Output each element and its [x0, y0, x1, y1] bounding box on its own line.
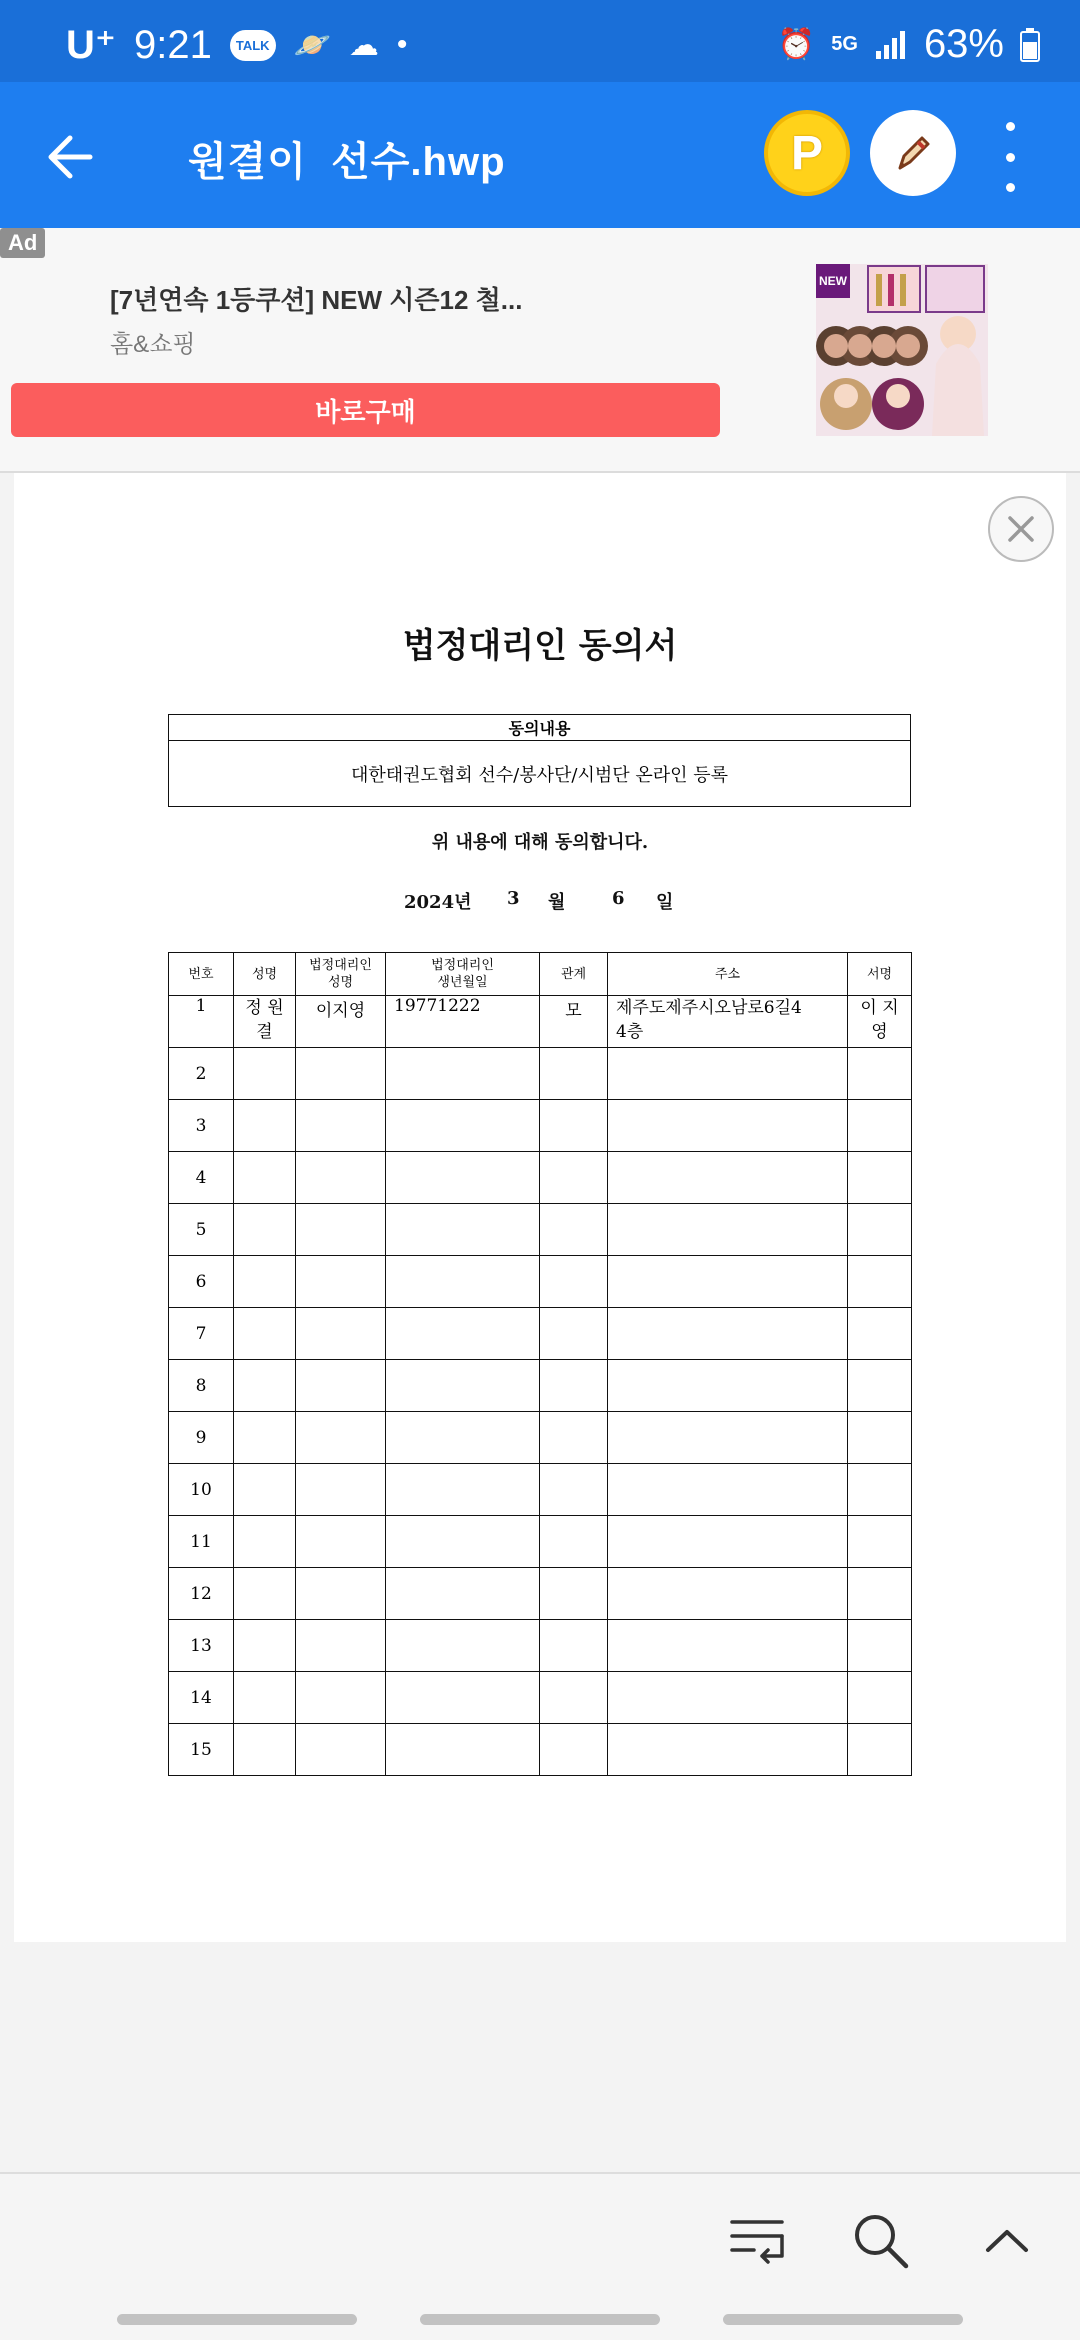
cell-rep-birth	[386, 1464, 540, 1516]
cell-rep-name	[296, 1672, 386, 1724]
cell-name	[234, 1672, 296, 1724]
cell-rep-name	[296, 1568, 386, 1620]
cell-rep-name	[296, 1516, 386, 1568]
more-button[interactable]	[990, 122, 1030, 192]
cell-rep-name	[296, 1360, 386, 1412]
cell-signature	[848, 1256, 912, 1308]
nav-pill[interactable]	[420, 2314, 660, 2325]
cell-no: 3	[169, 1100, 234, 1152]
cell-rep-birth	[386, 1412, 540, 1464]
cell-signature	[848, 1048, 912, 1100]
table-row	[169, 1308, 912, 1360]
search-icon	[850, 2210, 912, 2272]
consent-form-title: 법정대리인 동의서	[402, 626, 678, 666]
bottom-toolbar	[0, 2172, 1080, 2304]
table-row	[169, 1672, 912, 1724]
cell-no: 6	[169, 1256, 234, 1308]
cell-no: 4	[169, 1152, 234, 1204]
cell-name	[234, 1620, 296, 1672]
cell-address	[608, 1516, 848, 1568]
header-rep-name: 법정대리인 성명	[296, 953, 386, 996]
cell-relation	[540, 1672, 608, 1724]
cell-address	[608, 1204, 848, 1256]
cell-rep-name	[296, 1204, 386, 1256]
cell-no: 1	[169, 996, 234, 1048]
cell-address	[608, 1100, 848, 1152]
cell-name	[234, 1152, 296, 1204]
text-wrap-icon	[726, 2210, 788, 2272]
cell-rep-name	[296, 1412, 386, 1464]
cell-address	[608, 1672, 848, 1724]
points-icon: P	[790, 126, 823, 180]
header-name: 성명	[234, 953, 296, 996]
cell-rep-name	[296, 1308, 386, 1360]
close-icon	[1004, 512, 1038, 546]
cell-rep-birth	[386, 1360, 540, 1412]
table-row	[169, 996, 912, 1048]
text-wrap-button[interactable]	[726, 2210, 788, 2272]
cell-relation	[540, 1360, 608, 1412]
date-year: 2024년	[404, 892, 472, 913]
table-row	[169, 1412, 912, 1464]
cell-rep-birth	[386, 1308, 540, 1360]
clock: 9:21	[134, 22, 212, 67]
table-row	[169, 1204, 912, 1256]
header-rep-birth: 법정대리인 생년월일	[386, 953, 540, 996]
cell-relation	[540, 1568, 608, 1620]
cell-rep-name	[296, 1464, 386, 1516]
table-row	[169, 1724, 912, 1776]
cell-name: 정 원 결	[234, 996, 296, 1048]
table-row	[169, 1048, 912, 1100]
cell-name	[234, 1516, 296, 1568]
close-button[interactable]	[988, 496, 1054, 562]
new-badge: NEW	[816, 264, 850, 298]
cell-rep-birth	[386, 1724, 540, 1776]
cell-signature	[848, 1724, 912, 1776]
battery-icon	[1020, 28, 1040, 62]
nav-pill[interactable]	[117, 2314, 357, 2325]
cell-relation	[540, 1048, 608, 1100]
cell-signature	[848, 1204, 912, 1256]
consent-header: 동의내용	[169, 715, 911, 741]
cell-rep-name	[296, 1100, 386, 1152]
date-day: 6	[612, 888, 625, 909]
edit-button[interactable]	[870, 110, 956, 196]
cell-name	[234, 1360, 296, 1412]
consent-content-table	[168, 714, 911, 807]
cell-address	[608, 1568, 848, 1620]
dot-icon: •	[396, 28, 408, 61]
kakaotalk-icon: TALK	[230, 30, 276, 61]
planet-icon: 🪐	[293, 28, 331, 62]
cell-name	[234, 1412, 296, 1464]
table-row	[169, 1464, 912, 1516]
ad-image[interactable]	[816, 264, 988, 436]
cell-no: 13	[169, 1620, 234, 1672]
chevron-up-icon	[976, 2210, 1038, 2272]
consent-body: 대한태권도협회 선수/봉사단/시범단 온라인 등록	[169, 741, 911, 807]
cell-rep-name	[296, 1256, 386, 1308]
cell-rep-birth	[386, 1568, 540, 1620]
cell-address	[608, 1152, 848, 1204]
alarm-icon: ⏰	[777, 28, 816, 61]
cell-rep-birth	[386, 1672, 540, 1724]
table-row	[169, 1100, 912, 1152]
cell-no: 11	[169, 1516, 234, 1568]
cloud-icon: ☁	[348, 28, 379, 62]
cell-address	[608, 1360, 848, 1412]
cell-rep-name	[296, 1152, 386, 1204]
table-header-row	[169, 953, 912, 996]
nav-pill[interactable]	[723, 2314, 963, 2325]
cell-name	[234, 1568, 296, 1620]
cell-signature	[848, 1620, 912, 1672]
cell-signature	[848, 1464, 912, 1516]
cell-address	[608, 1412, 848, 1464]
table-row	[169, 1152, 912, 1204]
cell-address	[608, 1724, 848, 1776]
cell-no: 8	[169, 1360, 234, 1412]
table-row	[169, 1568, 912, 1620]
status-bar	[0, 0, 1080, 82]
network-icon: 5G	[831, 33, 858, 55]
cell-address	[608, 1308, 848, 1360]
cell-name	[234, 1204, 296, 1256]
cell-signature	[848, 1100, 912, 1152]
cell-signature: 이 지 영	[848, 996, 912, 1048]
cell-name	[234, 1100, 296, 1152]
points-button[interactable]	[764, 110, 850, 196]
cell-name	[234, 1308, 296, 1360]
cell-signature	[848, 1672, 912, 1724]
cell-signature	[848, 1412, 912, 1464]
cell-rep-birth	[386, 1152, 540, 1204]
ad-banner[interactable]	[0, 228, 1080, 472]
cell-relation: 모	[540, 996, 608, 1048]
cell-relation	[540, 1308, 608, 1360]
agree-statement: 위 내용에 대해 동의합니다.	[431, 832, 649, 853]
cell-no: 15	[169, 1724, 234, 1776]
table-row	[169, 1516, 912, 1568]
cell-relation	[540, 1620, 608, 1672]
cell-rep-birth	[386, 1100, 540, 1152]
more-dot	[1006, 153, 1015, 162]
cell-relation	[540, 1204, 608, 1256]
pencil-icon	[888, 128, 938, 178]
cell-rep-birth	[386, 1256, 540, 1308]
cell-relation	[540, 1100, 608, 1152]
table-row	[169, 1620, 912, 1672]
cell-no: 7	[169, 1308, 234, 1360]
cell-signature	[848, 1360, 912, 1412]
cell-relation	[540, 1516, 608, 1568]
header-relation: 관계	[540, 953, 608, 996]
ad-subtitle: 홈&쇼핑	[110, 331, 196, 358]
cell-relation	[540, 1152, 608, 1204]
cell-no: 14	[169, 1672, 234, 1724]
cell-relation	[540, 1724, 608, 1776]
cell-no: 5	[169, 1204, 234, 1256]
carrier-label: U⁺	[66, 23, 116, 67]
header-no: 번호	[169, 953, 234, 996]
status-right	[778, 22, 1040, 67]
document-title: 원결이 선수.hwp	[188, 140, 506, 184]
cell-address	[608, 1464, 848, 1516]
cell-no: 2	[169, 1048, 234, 1100]
cell-relation	[540, 1464, 608, 1516]
scroll-up-button[interactable]	[976, 2210, 1038, 2272]
date-month-unit: 월	[548, 892, 566, 913]
more-dot	[1006, 183, 1015, 192]
status-left	[66, 22, 407, 68]
cell-signature	[848, 1152, 912, 1204]
cell-relation	[540, 1412, 608, 1464]
cell-name	[234, 1724, 296, 1776]
cell-address	[608, 1048, 848, 1100]
more-vertical-icon	[1006, 122, 1015, 131]
cell-rep-birth	[386, 1620, 540, 1672]
back-button[interactable]	[40, 122, 110, 192]
header-signature: 서명	[848, 953, 912, 996]
header-address: 주소	[608, 953, 848, 996]
cell-no: 12	[169, 1568, 234, 1620]
ad-title[interactable]: [7년연속 1등쿠션] NEW 시즌12 철...	[110, 285, 523, 315]
battery-level: 63%	[923, 22, 1004, 66]
representative-table	[168, 952, 912, 1776]
cell-no: 10	[169, 1464, 234, 1516]
cell-address	[608, 1620, 848, 1672]
cell-rep-name	[296, 1724, 386, 1776]
cell-address	[608, 1256, 848, 1308]
ad-buy-button[interactable]: 바로구매	[11, 383, 720, 437]
cell-rep-name	[296, 1620, 386, 1672]
cell-signature	[848, 1568, 912, 1620]
cell-address: 제주도제주시오남로6길4 4층	[608, 996, 848, 1048]
cell-relation	[540, 1256, 608, 1308]
table-row	[169, 1256, 912, 1308]
cell-rep-name: 이지영	[296, 996, 386, 1048]
cell-signature	[848, 1308, 912, 1360]
arrow-left-icon	[40, 122, 110, 192]
cell-no: 9	[169, 1412, 234, 1464]
app-bar	[0, 82, 1080, 228]
date-month: 3	[507, 888, 520, 909]
ad-tag: Ad	[0, 228, 45, 258]
signal-icon	[874, 29, 908, 61]
cell-rep-birth	[386, 1048, 540, 1100]
cell-name	[234, 1256, 296, 1308]
search-button[interactable]	[850, 2210, 912, 2272]
cell-rep-birth	[386, 1516, 540, 1568]
table-row	[169, 1360, 912, 1412]
cell-rep-birth	[386, 1204, 540, 1256]
cell-rep-name	[296, 1048, 386, 1100]
cell-name	[234, 1048, 296, 1100]
cell-name	[234, 1464, 296, 1516]
cell-rep-birth: 19771222	[386, 996, 540, 1048]
gesture-nav-bar	[0, 2302, 1080, 2340]
cell-signature	[848, 1516, 912, 1568]
date-day-unit: 일	[656, 892, 674, 913]
